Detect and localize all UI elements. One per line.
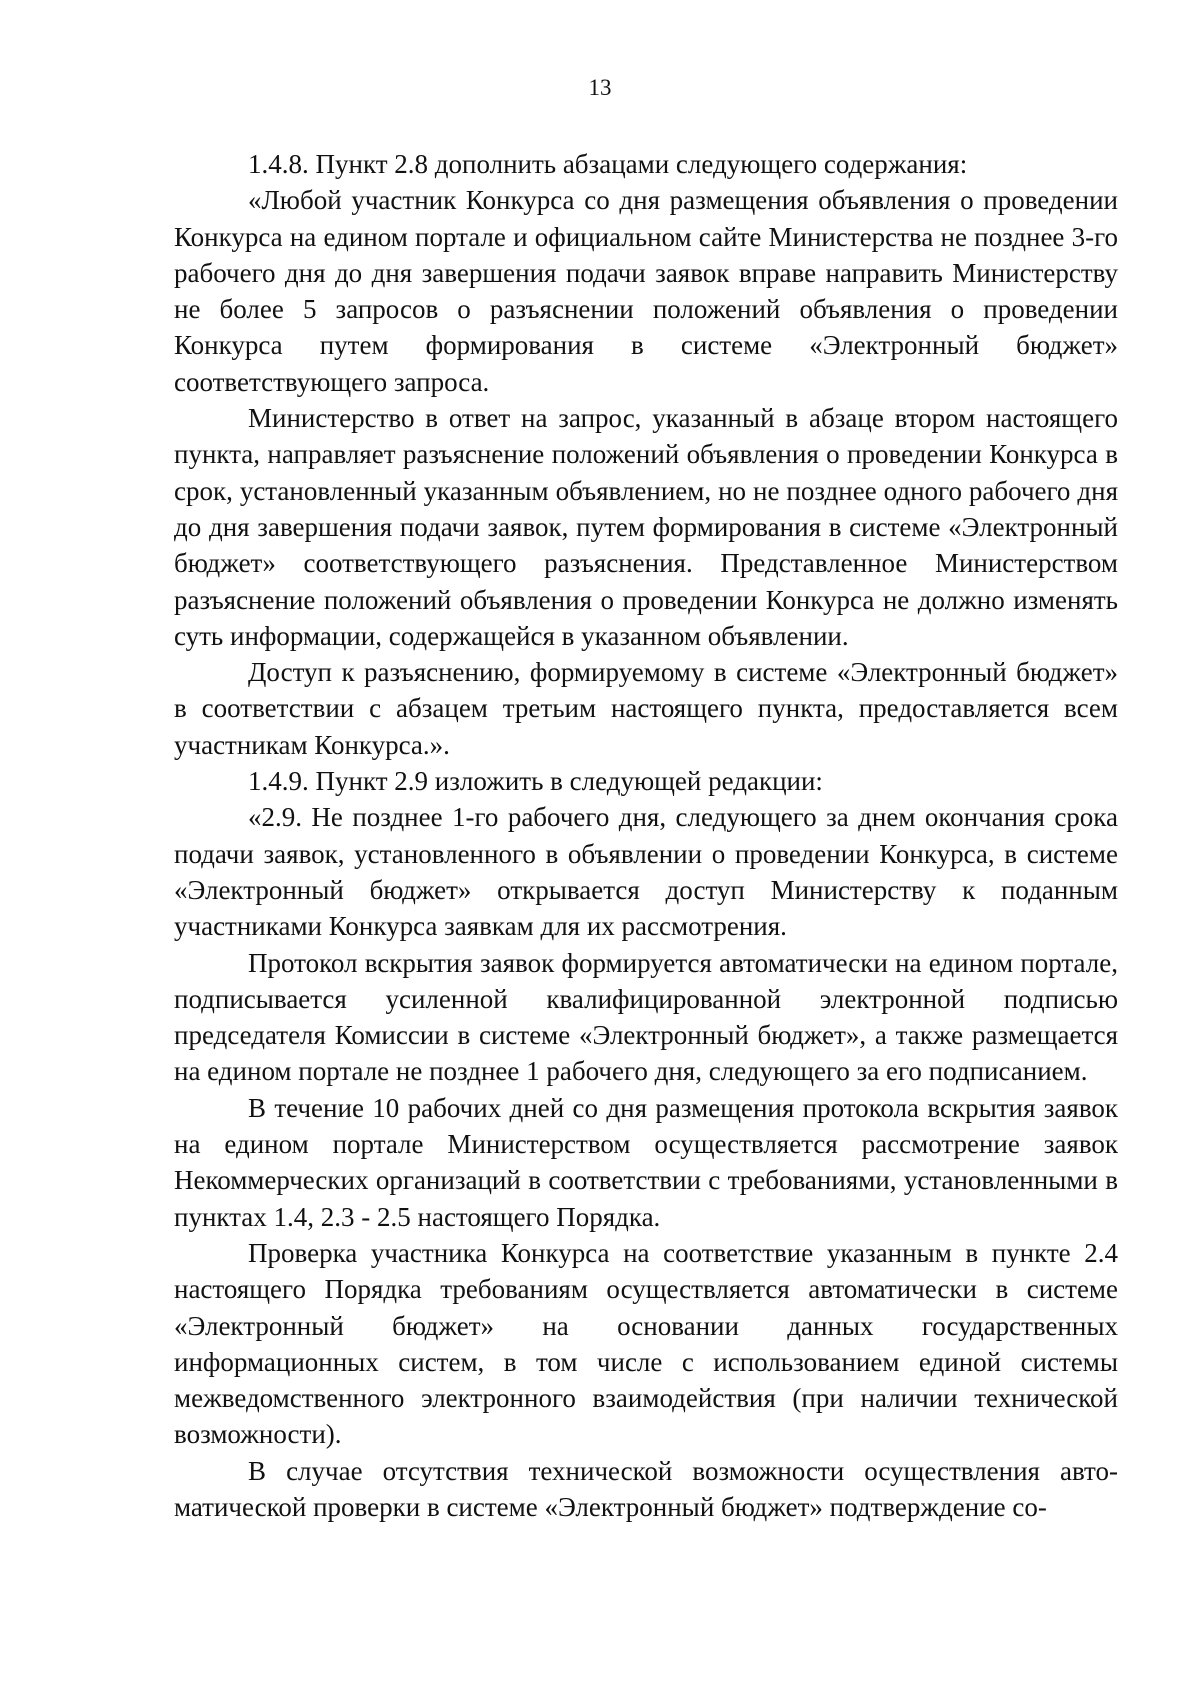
paragraph-2-9-opening-access: «2.9. Не позднее 1-го рабочего дня, следующего за днем окончания срока подачи заявок, установленного в объявлении о проведении Конкурса, в системе «Электронный бюджет» открывается доступ Министерству к поданным участниками Конкурса заявкам для их рассмотрения.	[174, 802, 1118, 942]
paragraph-1-4-8-heading: 1.4.8. Пункт 2.8 дополнить абзацами следующего содержания:	[248, 149, 968, 179]
paragraph-1-4-9-heading: 1.4.9. Пункт 2.9 изложить в следующей редакции:	[248, 766, 823, 797]
paragraph-requests-clarification: «Любой участник Конкурса со дня размещения объявления о проведении Конкурса на едином портале и официальном сайте Министерства не позднее 3-го рабочего дня до дня завершения подачи заявок вправе направить Министерству не более 5 запросов о разъяснении положений объявления о проведении Конкурса путем формирования в системе «Электронный бюджет» соответствующего запроса.	[174, 185, 1118, 397]
paragraph-ministry-response: Министерство в ответ на запрос, указанный в абзаце втором настоящего пункта, направляет разъяснение положений объявления о проведении Конкурса в срок, установленный указанным объявлением, но не позднее одного рабочего дня до дня завершения подачи заявок, путем формирования в системе «Электронный бюджет» соответствующего разъяснения. Представленное Министерством разъяснение положений объявления о проведении Конкурса не должно изменять суть информации, содержащейся в указанном объявлении.	[174, 403, 1118, 651]
paragraph-opening-protocol: Протокол вскрытия заявок формируется автоматически на едином портале, подписывается усиленной квалифицированной электронной подписью председателя Комиссии в системе «Электронный бюджет», а также размещается на едином портале не позднее 1 рабочего дня, следующего за его подписанием.	[174, 947, 1118, 1087]
paragraph-review-period: В течение 10 рабочих дней со дня размещения протокола вскрытия заявок на едином портале Министерством осуществляется рассмотрение заявок Некоммерческих организаций в соответствии с требованиями, установленными в пунктах 1.4, 2.3 - 2.5 настоящего Порядка.	[174, 1092, 1118, 1232]
page-number: 13	[588, 75, 612, 100]
paragraph-no-technical-possibility: В случае отсутствия технической возможности осуществления автоматической проверки в системе «Электронный бюджет» подтверждение со-	[174, 1455, 1118, 1522]
paragraph-access-clarification: Доступ к разъяснению, формируемому в системе «Электронный бюджет» в соответствии с абзацем третьим настоящего пункта, предоставляется всем участникам Конкурса.».	[174, 657, 1118, 760]
document-body	[174, 146, 1118, 1525]
paragraph-automatic-check: Проверка участника Конкурса на соответствие указанным в пункте 2.4 настоящего Порядка требованиям осуществляется автоматически в системе «Электронный бюджет» на основании данных государственных информационных систем, в том числе с использованием единой системы межведомственного электронного взаимодействия (при наличии технической возможности).	[174, 1237, 1118, 1450]
